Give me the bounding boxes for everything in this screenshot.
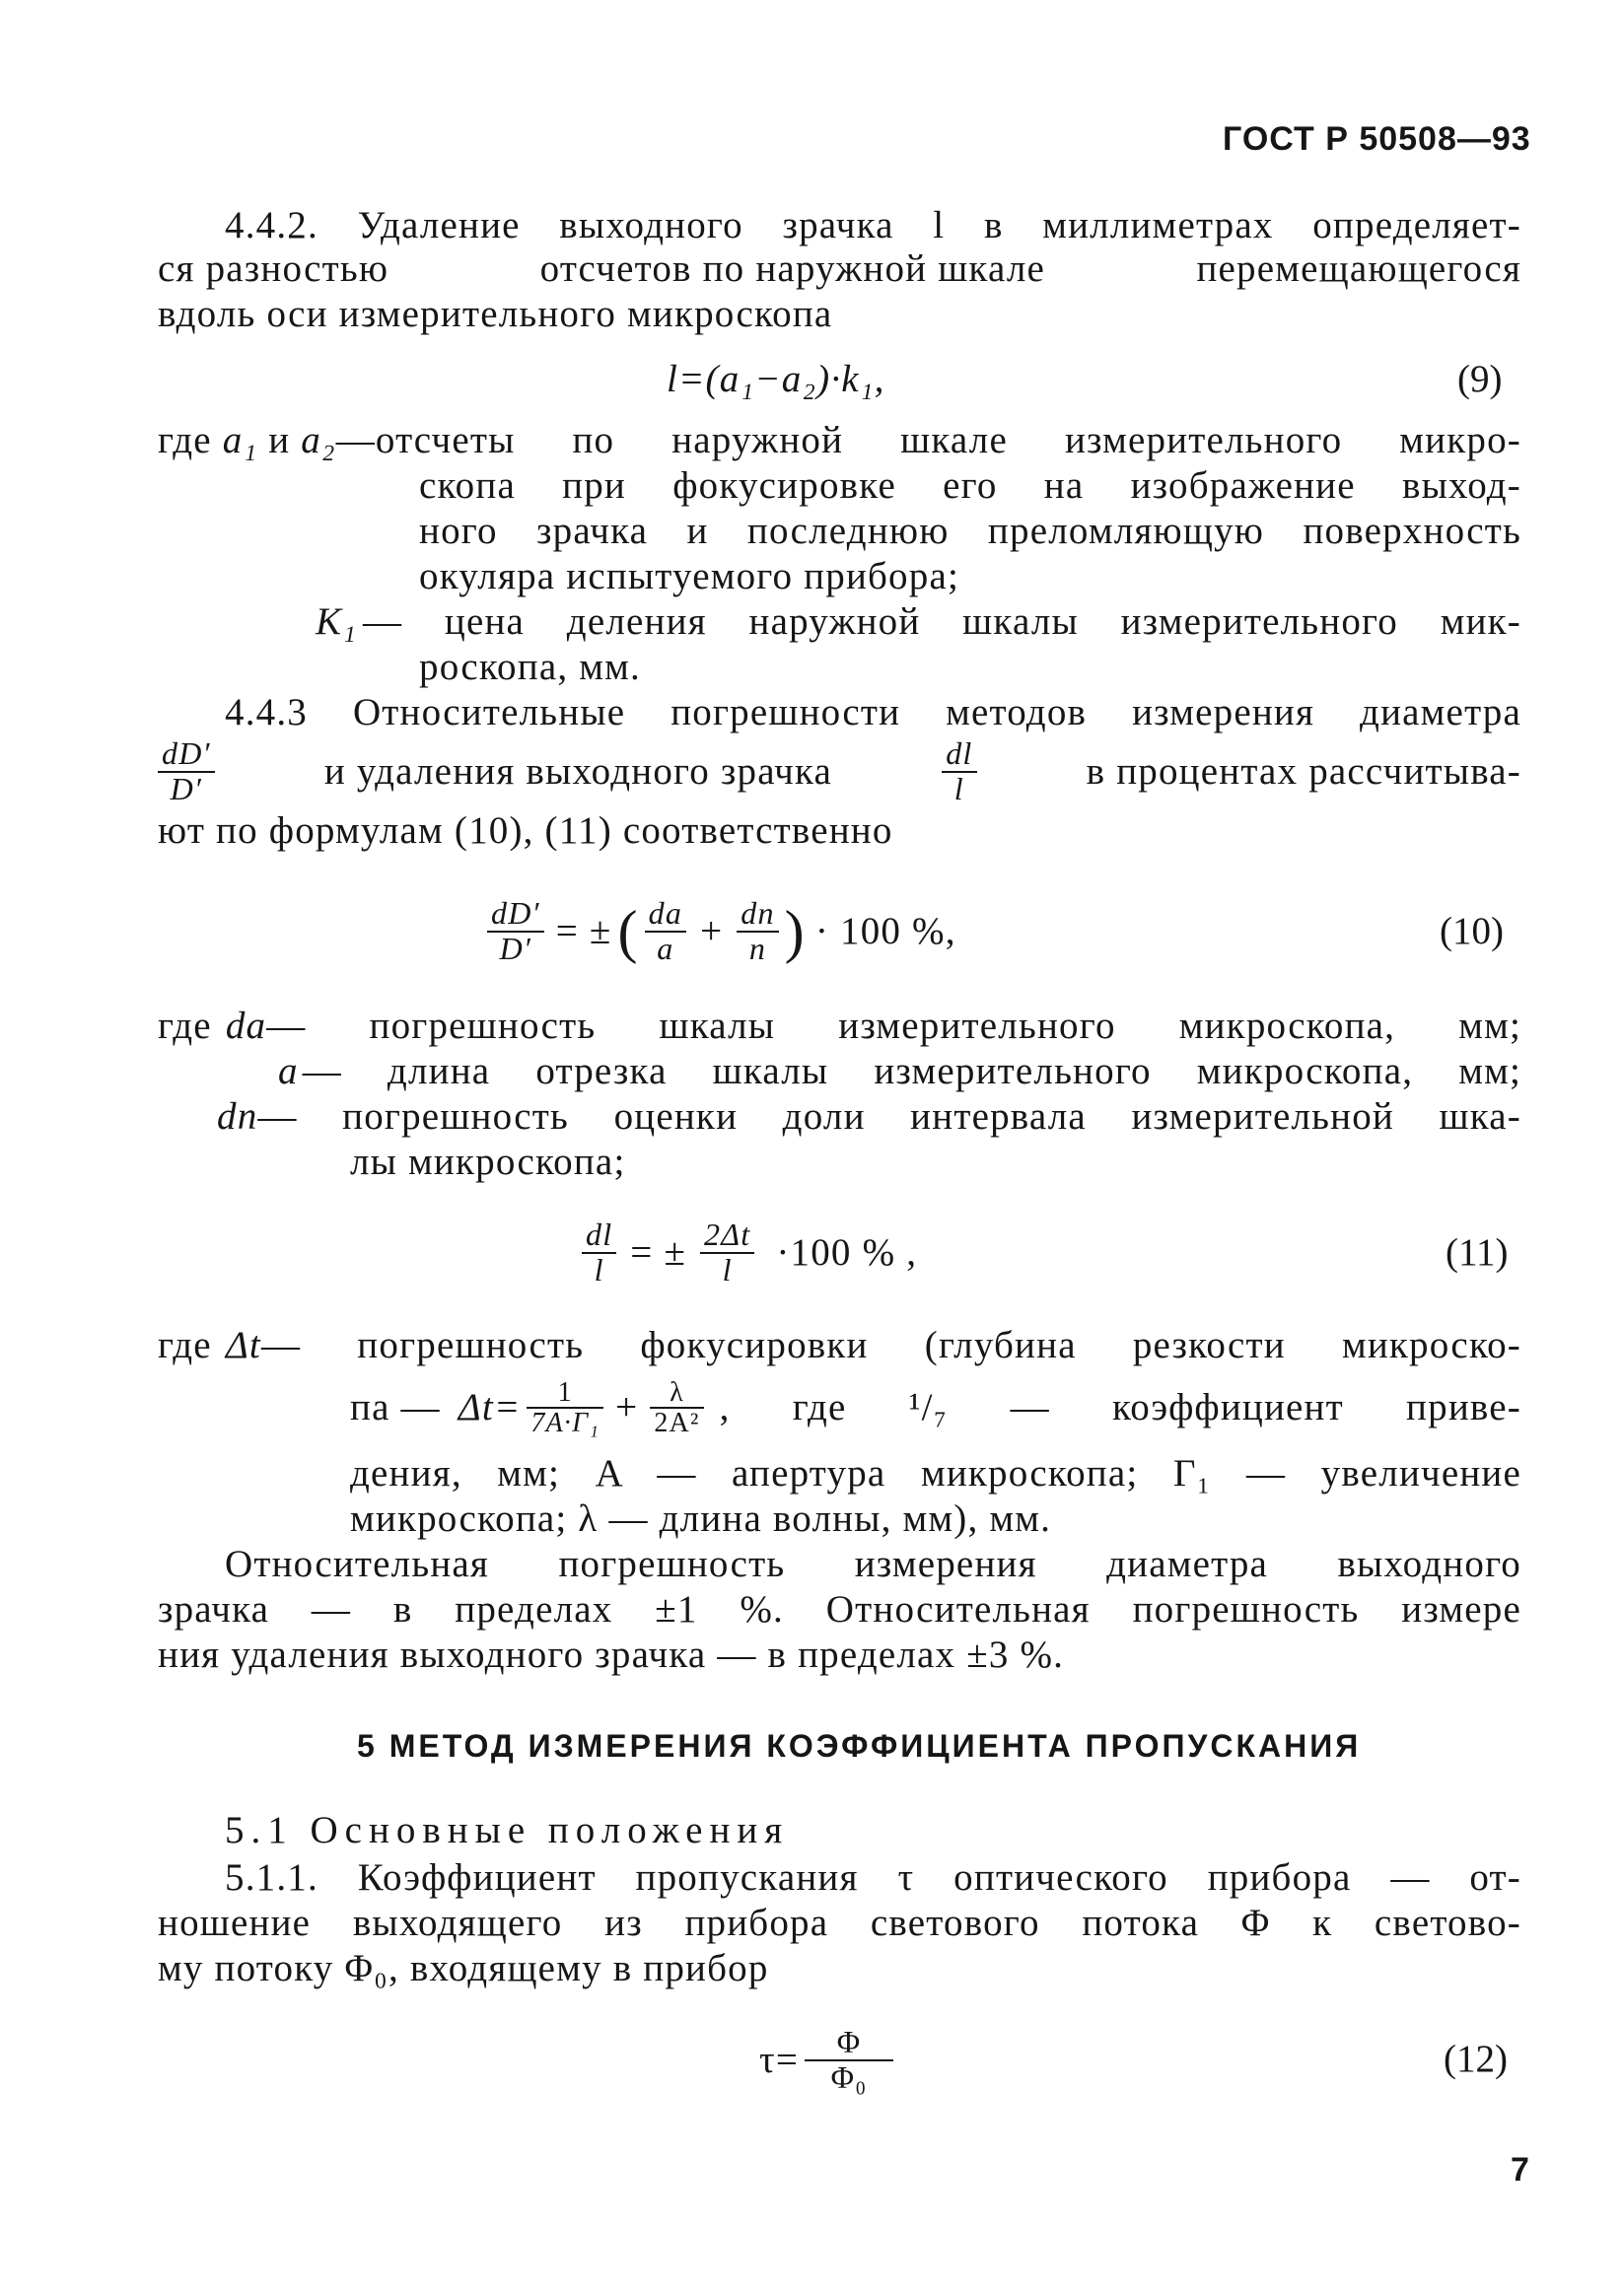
symbol: dD′ [162,735,211,772]
text-fragment: — цена деления наружной шкалы измерительного мик- [362,600,1521,643]
symbol: a₂ [301,419,336,461]
symbol: dn [217,1095,258,1138]
text-fragment: — погрешность фокусировки (глубина резкости микроско- [260,1324,1521,1366]
symbol: 2Δt [704,1217,751,1253]
paren-open: ( [617,899,639,964]
fraction-denominator [582,1254,616,1287]
fraction-lhs [487,897,544,965]
paragraph-442-line-1: 4.4.2. Удаление выходного зрачка l в миллиметрах определяет- [225,204,1521,246]
where-11-line-2 [350,1370,1521,1445]
where-9-line-4: окуляра испытуемого прибора; [419,555,960,597]
paragraph-443-line-2 [158,737,1521,806]
fraction-numerator: λ [650,1378,703,1409]
fraction-1-over-7AG [527,1378,603,1438]
text-fragment: — длина отрезка шкалы измерительного микроскопа, мм; [302,1050,1521,1092]
symbol: l [722,1252,733,1287]
symbol: Δt [225,1324,261,1366]
symbol: K₁ [316,600,357,643]
text-fragment: — погрешность оценки доли интервала измерительной шка- [257,1095,1521,1138]
equation-12-number: (12) [1444,2038,1508,2080]
symbol: D′ [170,771,203,806]
text-fragment [158,418,336,463]
fraction-denominator [645,933,686,966]
equation-tail: · 100 %, [814,910,956,952]
subsection-5-1-title: 5.1 Основные положения [225,1809,790,1851]
symbol: a₁ [222,419,258,461]
equation-lhs: τ= [759,2039,800,2081]
fraction-numerator [737,897,778,933]
fraction-lambda-over-2A2 [650,1378,703,1438]
fraction-dD [158,737,215,805]
where-11-line-4: микроскопа; λ — длина волны, мм), мм. [350,1497,1052,1540]
paragraph-511-line-1: 5.1.1. Коэффициент пропускания τ оптического прибора — от- [225,1856,1521,1899]
text-fragment: па — [350,1386,441,1428]
text-fragment: где [158,419,212,461]
text-fragment: и удаления выходного зрачка [323,750,833,793]
paren-close: ) [784,899,806,964]
where-10-line-1 [158,1004,1521,1049]
symbol: l [953,771,964,806]
text-fragment: — погрешность шкалы измерительного микроскопа, мм; [266,1005,1521,1047]
paragraph-443-line-3: ют по формулам (10), (11) соответственно [158,809,893,852]
text-fragment: где [158,1324,212,1366]
paragraph-443-line-1: 4.4.3 Относительные погрешности методов измерения диаметра [225,691,1521,733]
fraction-numerator [582,1218,616,1254]
where-9-line-6: роскопа, мм. [419,646,641,688]
symbol: da [648,895,683,932]
equation-10-number: (10) [1440,910,1504,952]
equals-sign: = ± [630,1231,687,1274]
equation-10 [481,887,956,976]
relative-error-line-1: Относительная погрешность измерения диаметра выходного [225,1543,1521,1585]
fraction-rhs [700,1218,754,1287]
where-11-line-1 [158,1323,1521,1368]
fraction-denominator: 2A² [654,1408,700,1438]
equation-9 [667,357,885,402]
fraction-dl [942,737,976,805]
plus-sign: + [615,1386,639,1428]
symbol: Δt= [458,1386,522,1428]
fraction-denominator [158,773,215,806]
equation-11 [576,1209,917,1297]
fraction-denominator [700,1254,754,1287]
where-10-line-4: лы микроскопа; [350,1141,626,1183]
symbol: dD′ [491,895,540,932]
section-5-title: 5 МЕТОД ИЗМЕРЕНИЯ КОЭФФИЦИЕНТА ПРОПУСКАНИЯ [357,1728,1362,1764]
paragraph-442-line-2 [158,246,1521,292]
fraction-numerator: Φ [805,2026,893,2061]
relative-error-line-2: зрачка — в пределах ±1 %. Относительная погрешность измере [158,1588,1521,1631]
fraction-numerator: 1 [527,1378,603,1409]
text-fragment: отсчетов по наружной шкале [539,247,1046,290]
symbol: n [748,931,767,966]
equation-tail: ·100 % , [776,1231,918,1274]
document-header: ГОСТ Р 50508—93 [1223,120,1531,158]
fraction-phi [805,2026,893,2094]
fraction-denominator [487,933,544,966]
text-fragment: —отсчеты по наружной шкале измерительного микро- [335,419,1521,461]
equation-9-number: (9) [1457,358,1503,400]
symbol: l [594,1252,604,1287]
where-10-line-2 [278,1049,1521,1094]
paragraph-511-line-3: му потоку Φ₀, входящему в прибор [158,1947,769,1989]
text-fragment: ся разностью [158,247,389,290]
where-9-line-2: скопа при фокусировке его на изображение выход- [419,464,1521,507]
fraction-numerator [645,897,686,933]
symbol: dl [586,1217,613,1253]
where-9-line-3: ного зрачка и последнюю преломляющую поверхность [419,510,1521,552]
fraction-denominator [942,773,976,806]
symbol: dl [946,735,973,772]
symbol: a [657,931,674,966]
where-11-line-3: дения, мм; A — апертура микроскопа; Γ₁ — увеличение [350,1452,1521,1495]
equals-sign: = ± [555,910,612,952]
where-9-line-5 [316,599,1521,645]
fraction-denominator [737,933,778,966]
text-fragment: перемещающегося [1196,247,1521,290]
text-fragment: , где ¹/₇ — коэффициент приве- [719,1386,1521,1428]
paragraph-442-line-3: вдоль оси измерительного микроскопа [158,293,833,335]
symbol: D′ [499,931,532,966]
relative-error-line-3: ния удаления выходного зрачка — в пределах ±3 %. [158,1634,1065,1676]
plus-sign: + [700,910,724,952]
fraction-lhs [582,1218,616,1287]
fraction-numerator [487,897,544,933]
symbol: a [278,1050,299,1092]
fraction-numerator [942,737,976,773]
fraction-term1 [645,897,686,965]
equation-11-number: (11) [1446,1231,1509,1274]
fraction-denominator [527,1409,603,1437]
symbol: dn [741,895,775,932]
symbol: 7A·Γ₁ [530,1408,600,1438]
where-9-line-1 [158,418,1521,463]
symbol: da [225,1005,267,1047]
paragraph-511-line-2: ношение выходящего из прибора светового потока Φ к светово- [158,1902,1521,1944]
fraction-numerator [700,1218,754,1254]
fraction-term2 [737,897,778,965]
text-fragment: и [268,419,291,461]
where-10-line-3 [217,1094,1521,1140]
fraction-numerator [158,737,215,773]
text-fragment: где [158,1005,212,1047]
fraction-denominator: Φ₀ [830,2059,868,2095]
equation-12 [759,2013,899,2108]
text-fragment: в процентах рассчитыва- [1086,750,1521,793]
page-number: 7 [1511,2151,1530,2189]
equation-formula: l=(a₁−a₂)·k₁, [667,358,885,400]
